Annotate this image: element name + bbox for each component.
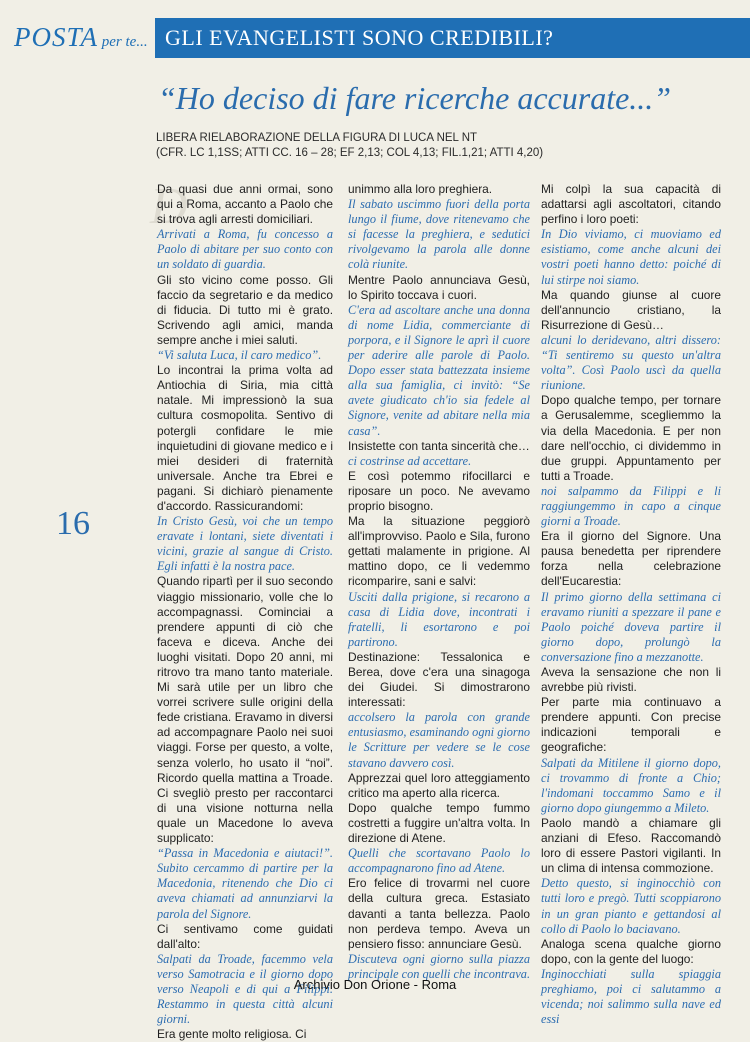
body-paragraph: Per parte mia continuavo a prendere appunti. Con precise indicazioni temporali e geografiche: <box>541 695 721 755</box>
section-logo-main: POSTA <box>14 22 98 52</box>
text-column-3 <box>541 182 721 1027</box>
text-column-1 <box>157 182 333 1042</box>
scripture-quote: In Dio viviamo, ci muoviamo ed esistiamo, come anche alcuni dei vostri poeti hanno detto: poiché di lui stirpe noi siamo. <box>541 227 721 287</box>
page-header <box>0 18 750 60</box>
scripture-quote: Arrivati a Roma, fu concesso a Paolo di abitare per suo conto con un soldato di guardia. <box>157 227 333 272</box>
scripture-quote: “Vi saluta Luca, il caro medico”. <box>157 348 322 363</box>
body-paragraph: Ero felice di trovarmi nel cuore della cultura greca. Estasiato davanti a tanta bellezza. Paolo non perdeva tempo. Aveva un pensiero fisso: annunciare Gesù. <box>348 876 530 951</box>
scripture-quote: Inginocchiati sulla spiaggia preghiamo, poi ci salutammo a vicenda; noi salimmo sulla nave ed essi <box>541 966 721 1027</box>
section-banner: GLI EVANGELISTI SONO CREDIBILI? <box>155 18 750 58</box>
scripture-quote: Salpati da Mitilene il giorno dopo, ci trovammo di fronte a Chio; l'indomani toccammo Samo e il giorno dopo giungemmo a Mileto. <box>541 755 721 815</box>
article-title: “Ho deciso di fare ricerche accurate...” <box>158 80 672 116</box>
scripture-quote: accolsero la parola con grande entusiasmo, esaminando ogni giorno le Scritture per vedere se le cose stavano davvero così. <box>348 710 530 770</box>
body-paragraph: Insistette con tanta sincerità che… <box>348 438 530 453</box>
body-paragraph: Mi colpì la sua capacità di adattarsi agli ascoltatori, citando perfino i loro poeti: <box>541 182 721 227</box>
body-paragraph: Ma quando giunse al cuore dell'annuncio cristiano, la Risurrezione di Gesù… <box>541 287 721 332</box>
scripture-quote: alcuni lo deridevano, altri dissero: “Ti sentiremo su questo un'altra volta”. Così Paolo uscì da quella riunione. <box>541 332 721 393</box>
section-logo <box>14 22 148 53</box>
body-paragraph: Aveva la sensazione che non li avrebbe più rivisti. <box>541 665 721 695</box>
body-paragraph: Gli sto vicino come posso. Gli faccio da segretario e da medico di fiducia. Di tutto mi è grato. Scrivendo agli amici, manda sempre anche i miei saluti. <box>157 272 333 347</box>
body-paragraph: E così potemmo rifocillarci e riposare un poco. Ne avevamo proprio bisogno. <box>348 468 530 513</box>
scripture-quote: Quelli che scortavano Paolo lo accompagnarono fino ad Atene. <box>348 846 530 876</box>
body-paragraph: Quando ripartì per il suo secondo viaggio missionario, volle che lo accompagnassi. Cominciai a prendere appunti di ciò che faceva e diceva. Anche dei luoghi visitati. Dopo 20 anni, mi ritrovo tra mano tanto materiale. Mi sarà utile per un libro che vorrei scrivere sulle origini della fede cristiana. Eravamo in diversi ad accompagnare Paolo nei suoi viaggi. Forse per questo, a volte, senza volerlo, ho usato il “noi”. Ricordo quella mattina a Troade. Ci svegliò presto per raccontarci di una visione notturna nella quale un Macedone lo aveva supplicato: <box>157 574 333 846</box>
archive-footer: Archivio Don Orione - Roma <box>293 977 457 992</box>
body-paragraph: Analoga scena qualche giorno dopo, con la gente del luogo: <box>541 936 721 966</box>
drop-cap-decoration: D <box>150 178 188 235</box>
body-paragraph: Paolo mandò a chiamare gli anziani di Efeso. Raccomandò loro di essere Pastori vigilanti. In un clima di intensa commozione. <box>541 815 721 876</box>
scripture-quote: Il sabato uscimmo fuori della porta lungo il fiume, dove ritenevamo che si facesse la preghiera, e sedutici rivolgevamo la parola alle donne colà riunite. <box>348 197 530 272</box>
body-paragraph: Ma la situazione peggiorò all'improvviso. Paolo e Sila, furono gettati malamente in prigione. Al mattino dopo, ce li vedemmo ricomparire, sani e salvi: <box>348 514 530 589</box>
body-paragraph: Era il giorno del Signore. Una pausa benedetta per riprendere forza nella celebrazione dell'Eucarestia: <box>541 529 721 589</box>
page-number: 16 <box>56 505 90 542</box>
scripture-quote: Usciti dalla prigione, si recarono a casa di Lidia dove, incontrati i fratelli, li esortarono e poi partirono. <box>348 589 530 649</box>
subtitle-line-1: LIBERA RIELABORAZIONE DELLA FIGURA DI LUCA NEL NT <box>156 132 478 144</box>
body-paragraph: unimmo alla loro preghiera. <box>348 182 493 196</box>
body-paragraph: Da quasi due anni ormai, sono qui a Roma, accanto a Paolo che si trova agli arresti domiciliari. <box>157 182 333 227</box>
scripture-quote: noi salpammo da Filippi e li raggiungemmo in capo a cinque giorni a Troade. <box>541 483 721 529</box>
scripture-quote: ci costrinse ad accettare. <box>348 453 472 468</box>
scripture-quote: Salpati da Troade, facemmo vela verso Samotracia e il giorno dopo verso Neapoli e di qui a Filippi. Restammo in questa città alcuni giorni. <box>157 951 333 1027</box>
body-paragraph: Destinazione: Tessalonica e Berea, dove c'era una sinagoga dei Giudei. Si dimostrarono interessati: <box>348 649 530 710</box>
body-paragraph: Apprezzai quel loro atteggiamento critico ma aperto alla ricerca. <box>348 770 530 800</box>
article-subtitle <box>156 131 543 161</box>
scripture-quote: C'era ad ascoltare anche una donna di nome Lidia, commerciante di porpora, e il Signore le aprì il cuore per aderire alle parole di Paolo. Dopo esser stata battezzata insieme alla sua famiglia, ci invitò: “Se avete giudicato ch'io sia fedele al Signore, venite ad abitare nella mia casa”. <box>348 302 530 438</box>
scripture-quote: “Passa in Macedonia e aiutaci!”. Subito cercammo di partire per la Macedonia, ritenendo che Dio ci aveva chiamati ad annunziarvi la parola del Signore. <box>157 846 333 921</box>
subtitle-line-2: (CFR. LC 1,1SS; ATTI CC. 16 – 28; EF 2,13; COL 4,13; FIL.1,21; ATTI 4,20) <box>156 147 544 159</box>
body-paragraph: Ci sentivamo come guidati dall'alto: <box>157 921 333 951</box>
body-paragraph: Mentre Paolo annunciava Gesù, lo Spirito toccava i cuori. <box>348 272 530 302</box>
scripture-quote: In Cristo Gesù, voi che un tempo eravate i lontani, siete diventati i vicini, grazie al sangue di Cristo. Egli infatti è la nostra pace. <box>157 514 333 574</box>
scripture-quote: Detto questo, si inginocchiò con tutti loro e pregò. Tutti scoppiarono in un gran pianto e gettandosi al collo di Paolo lo baciavano. <box>541 876 721 936</box>
scripture-quote: Discuteva ogni giorno sulla piazza principale con quelli che incontrava. <box>348 951 531 981</box>
body-paragraph: Dopo qualche tempo, per tornare a Gerusalemme, scegliemmo la via della Macedonia. E per non dare nell'occhio, ci dividemmo in due gruppi. Appuntamento per tutti a Troade. <box>541 393 721 483</box>
scripture-quote: Il primo giorno della settimana ci eravamo riuniti a spezzare il pane e Paolo poiché doveva partire il giorno dopo, prolungò la conversazione fino a mezzanotte. <box>541 589 721 664</box>
body-paragraph: Lo incontrai la prima volta ad Antiochia di Siria, mia città natale. Mi impressionò la sua cultura cosmopolita. Sentivo di potergli confidare le mie inquietudini di giovane medico e i miei desideri di fraternità universale. Anche tra Ebrei e pagani. Si dichiarò pienamente d'accordo. Rassicurandomi: <box>157 363 333 513</box>
body-paragraph: Era gente molto religiosa. Ci <box>157 1027 307 1042</box>
text-column-2 <box>348 182 530 982</box>
body-paragraph: Dopo qualche tempo fummo costretti a fuggire un'altra volta. In direzione di Atene. <box>348 800 530 846</box>
section-logo-sub: per te... <box>98 34 148 50</box>
